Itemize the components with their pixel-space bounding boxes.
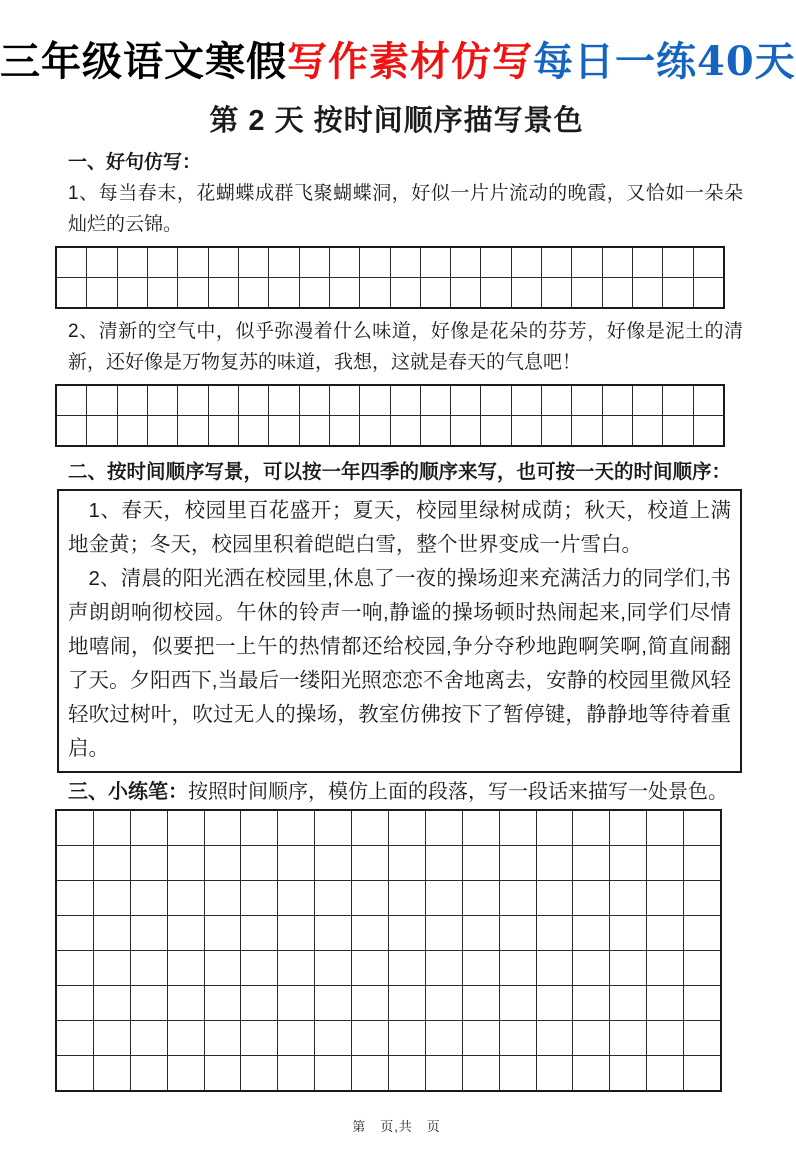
- grid-cell: [684, 1021, 720, 1055]
- grid-cell: [389, 951, 425, 985]
- grid-cell: [205, 846, 241, 880]
- grid-cell: [148, 386, 177, 415]
- grid-cell: [131, 1056, 167, 1090]
- grid-cell: [131, 881, 167, 915]
- grid-cell: [315, 916, 351, 950]
- grid-cell: [537, 1021, 573, 1055]
- grid-cell: [537, 986, 573, 1020]
- grid-cell: [278, 951, 314, 985]
- grid-cell: [573, 1021, 609, 1055]
- grid-cell: [239, 278, 268, 307]
- grid-cell: [389, 846, 425, 880]
- grid-cell: [572, 386, 601, 415]
- writing-grid-essay: [55, 809, 722, 1092]
- grid-cell: [500, 881, 536, 915]
- grid-cell: [57, 881, 93, 915]
- grid-cell: [315, 846, 351, 880]
- grid-cell: [57, 846, 93, 880]
- grid-cell: [463, 916, 499, 950]
- grid-cell: [512, 416, 541, 445]
- grid-cell: [118, 386, 147, 415]
- grid-cell: [178, 248, 207, 277]
- section1-sentence-1: 1、每当春末，花蝴蝶成群飞聚蝴蝶洞，好似一片片流动的晚霞，又恰如一朵朵灿烂的云锦。: [68, 183, 743, 235]
- grid-cell: [148, 278, 177, 307]
- grid-cell: [572, 278, 601, 307]
- grid-cell: [300, 416, 329, 445]
- grid-cell: [87, 248, 116, 277]
- grid-cell: [330, 248, 359, 277]
- grid-cell: [118, 248, 147, 277]
- grid-cell: [315, 951, 351, 985]
- grid-cell: [57, 1021, 93, 1055]
- grid-cell: [421, 416, 450, 445]
- grid-cell: [426, 811, 462, 845]
- grid-cell: [352, 1056, 388, 1090]
- grid-cell: [168, 1021, 204, 1055]
- grid-cell: [610, 916, 646, 950]
- grid-cell: [537, 916, 573, 950]
- grid-cell: [463, 1021, 499, 1055]
- grid-cell: [463, 811, 499, 845]
- grid-cell: [684, 951, 720, 985]
- grid-cell: [573, 1056, 609, 1090]
- grid-cell: [537, 881, 573, 915]
- grid-cell: [647, 951, 683, 985]
- grid-cell: [389, 1056, 425, 1090]
- grid-cell: [205, 1056, 241, 1090]
- grid-cell: [610, 811, 646, 845]
- grid-cell: [205, 811, 241, 845]
- grid-cell: [241, 986, 277, 1020]
- grid-cell: [694, 278, 723, 307]
- grid-cell: [241, 881, 277, 915]
- grid-cell: [131, 986, 167, 1020]
- grid-cell: [512, 248, 541, 277]
- grid-cell: [168, 916, 204, 950]
- grid-cell: [647, 811, 683, 845]
- grid-cell: [178, 416, 207, 445]
- grid-cell: [537, 1056, 573, 1090]
- grid-cell: [389, 986, 425, 1020]
- grid-cell: [57, 1056, 93, 1090]
- grid-cell: [663, 416, 692, 445]
- grid-cell: [205, 986, 241, 1020]
- grid-cell: [57, 416, 86, 445]
- grid-cell: [57, 278, 86, 307]
- grid-cell: [300, 248, 329, 277]
- grid-cell: [391, 278, 420, 307]
- grid-cell: [647, 1021, 683, 1055]
- grid-cell: [131, 846, 167, 880]
- grid-cell: [178, 386, 207, 415]
- grid-cell: [352, 916, 388, 950]
- grid-cell: [537, 811, 573, 845]
- grid-cell: [573, 986, 609, 1020]
- grid-cell: [572, 416, 601, 445]
- grid-cell: [463, 846, 499, 880]
- grid-cell: [87, 278, 116, 307]
- grid-cell: [610, 846, 646, 880]
- grid-cell: [94, 916, 130, 950]
- grid-cell: [209, 248, 238, 277]
- grid-cell: [87, 416, 116, 445]
- grid-cell: [426, 1056, 462, 1090]
- grid-cell: [168, 986, 204, 1020]
- grid-cell: [426, 1021, 462, 1055]
- grid-cell: [537, 951, 573, 985]
- grid-cell: [315, 1056, 351, 1090]
- grid-cell: [205, 916, 241, 950]
- grid-cell: [352, 986, 388, 1020]
- grid-cell: [278, 1056, 314, 1090]
- grid-cell: [684, 1056, 720, 1090]
- grid-cell: [573, 846, 609, 880]
- section1-sentence-2: 2、清新的空气中，似乎弥漫着什么味道，好像是花朵的芬芳，好像是泥土的清新，还好像是万物复苏的味道，我想，这就是春天的气息吧！: [68, 321, 743, 373]
- grid-cell: [278, 986, 314, 1020]
- grid-cell: [118, 416, 147, 445]
- grid-cell: [87, 386, 116, 415]
- grid-cell: [463, 881, 499, 915]
- grid-cell: [269, 386, 298, 415]
- grid-cell: [542, 386, 571, 415]
- grid-cell: [647, 986, 683, 1020]
- grid-cell: [421, 386, 450, 415]
- grid-cell: [684, 986, 720, 1020]
- grid-cell: [633, 386, 662, 415]
- grid-cell: [300, 386, 329, 415]
- grid-cell: [352, 881, 388, 915]
- grid-cell: [603, 278, 632, 307]
- grid-cell: [391, 416, 420, 445]
- grid-cell: [300, 278, 329, 307]
- example-paragraph-box: [57, 489, 742, 773]
- example-paragraph-1: 1、春天，校园里百花盛开；夏天，校园里绿树成荫；秋天，校道上满地金黄；冬天，校园里积着皑皑白雪，整个世界变成一片雪白。: [68, 499, 731, 556]
- grid-cell: [426, 846, 462, 880]
- grid-cell: [168, 881, 204, 915]
- grid-cell: [389, 881, 425, 915]
- grid-cell: [426, 951, 462, 985]
- grid-cell: [389, 811, 425, 845]
- grid-cell: [500, 846, 536, 880]
- grid-cell: [389, 916, 425, 950]
- grid-cell: [168, 1056, 204, 1090]
- grid-cell: [694, 248, 723, 277]
- grid-cell: [421, 248, 450, 277]
- grid-cell: [148, 248, 177, 277]
- grid-cell: [239, 248, 268, 277]
- grid-cell: [389, 1021, 425, 1055]
- grid-cell: [610, 1056, 646, 1090]
- grid-cell: [131, 811, 167, 845]
- grid-cell: [94, 1056, 130, 1090]
- grid-cell: [603, 386, 632, 415]
- grid-cell: [269, 248, 298, 277]
- grid-cell: [391, 386, 420, 415]
- grid-cell: [633, 278, 662, 307]
- grid-cell: [360, 386, 389, 415]
- grid-cell: [610, 986, 646, 1020]
- grid-cell: [537, 846, 573, 880]
- grid-cell: [330, 278, 359, 307]
- grid-cell: [241, 1056, 277, 1090]
- grid-cell: [57, 386, 86, 415]
- grid-cell: [573, 916, 609, 950]
- title-part-grade: 三年级语文寒假: [0, 38, 287, 85]
- grid-cell: [278, 1021, 314, 1055]
- grid-cell: [330, 386, 359, 415]
- grid-cell: [500, 811, 536, 845]
- grid-cell: [315, 986, 351, 1020]
- grid-cell: [57, 916, 93, 950]
- grid-cell: [168, 951, 204, 985]
- grid-cell: [647, 846, 683, 880]
- grid-cell: [573, 951, 609, 985]
- section1-heading: 一、好句仿写：: [68, 152, 202, 173]
- grid-cell: [542, 278, 571, 307]
- day-title: 第 2 天 按时间顺序描写景色: [209, 105, 584, 137]
- grid-cell: [352, 951, 388, 985]
- grid-cell: [603, 416, 632, 445]
- grid-cell: [512, 278, 541, 307]
- grid-cell: [205, 1021, 241, 1055]
- grid-cell: [269, 416, 298, 445]
- grid-cell: [610, 951, 646, 985]
- grid-cell: [500, 1056, 536, 1090]
- grid-cell: [633, 248, 662, 277]
- grid-cell: [647, 881, 683, 915]
- grid-cell: [241, 1021, 277, 1055]
- grid-cell: [209, 278, 238, 307]
- grid-cell: [426, 881, 462, 915]
- grid-cell: [684, 811, 720, 845]
- grid-cell: [178, 278, 207, 307]
- grid-cell: [131, 916, 167, 950]
- worksheet-main-title: [0, 36, 796, 88]
- grid-cell: [209, 416, 238, 445]
- section3-heading-instruction: 按照时间顺序，模仿上面的段落，写一段话来描写一处景色。: [188, 781, 728, 803]
- grid-cell: [360, 278, 389, 307]
- grid-cell: [481, 248, 510, 277]
- grid-cell: [512, 386, 541, 415]
- grid-cell: [94, 951, 130, 985]
- grid-cell: [131, 1021, 167, 1055]
- grid-cell: [131, 951, 167, 985]
- grid-cell: [481, 416, 510, 445]
- grid-cell: [269, 278, 298, 307]
- section3-heading: [68, 778, 753, 806]
- grid-cell: [118, 278, 147, 307]
- grid-cell: [239, 386, 268, 415]
- grid-cell: [500, 951, 536, 985]
- grid-cell: [451, 278, 480, 307]
- grid-cell: [241, 846, 277, 880]
- grid-cell: [57, 951, 93, 985]
- grid-cell: [572, 248, 601, 277]
- grid-cell: [168, 811, 204, 845]
- grid-cell: [241, 951, 277, 985]
- grid-cell: [542, 416, 571, 445]
- section2-heading: 二、按时间顺序写景，可以按一年四季的顺序来写，也可按一天的时间顺序：: [68, 461, 732, 483]
- grid-cell: [94, 811, 130, 845]
- writing-grid-practice-2: [55, 384, 725, 447]
- grid-cell: [360, 248, 389, 277]
- grid-cell: [684, 916, 720, 950]
- grid-cell: [573, 881, 609, 915]
- grid-cell: [94, 986, 130, 1020]
- grid-cell: [94, 881, 130, 915]
- grid-cell: [94, 1021, 130, 1055]
- grid-cell: [426, 916, 462, 950]
- grid-cell: [463, 1056, 499, 1090]
- grid-cell: [663, 386, 692, 415]
- grid-cell: [241, 811, 277, 845]
- grid-cell: [278, 881, 314, 915]
- grid-cell: [684, 881, 720, 915]
- grid-cell: [57, 248, 86, 277]
- grid-cell: [647, 1056, 683, 1090]
- grid-cell: [451, 386, 480, 415]
- writing-grid-practice-1: [55, 246, 725, 309]
- grid-cell: [315, 811, 351, 845]
- grid-cell: [694, 416, 723, 445]
- grid-cell: [451, 416, 480, 445]
- title-part-daily: 每日一练40天: [533, 38, 796, 85]
- grid-cell: [573, 811, 609, 845]
- grid-cell: [451, 248, 480, 277]
- grid-cell: [663, 248, 692, 277]
- grid-cell: [360, 416, 389, 445]
- grid-cell: [205, 951, 241, 985]
- grid-cell: [481, 278, 510, 307]
- grid-cell: [148, 416, 177, 445]
- grid-cell: [500, 916, 536, 950]
- grid-cell: [94, 846, 130, 880]
- grid-cell: [426, 986, 462, 1020]
- grid-cell: [352, 1021, 388, 1055]
- grid-cell: [352, 811, 388, 845]
- grid-cell: [421, 278, 450, 307]
- example-paragraph-2: 2、清晨的阳光洒在校园里,休息了一夜的操场迎来充满活力的同学们,书声朗朗响彻校园。午休的铃声一响,静谧的操场顿时热闹起来,同学们尽情地嘻闹，似要把一上午的热情都还给校园,争分夺秒地跑啊笑啊,简直闹翻了天。夕阳西下,当最后一缕阳光照恋恋不舍地离去，安静的校园里微风轻轻吹过树叶，吹过无人的操场，教室仿佛按下了暂停键，静静地等待着重启。: [68, 567, 731, 760]
- grid-cell: [603, 248, 632, 277]
- grid-cell: [278, 846, 314, 880]
- grid-cell: [278, 916, 314, 950]
- grid-cell: [352, 846, 388, 880]
- grid-cell: [481, 386, 510, 415]
- grid-cell: [542, 248, 571, 277]
- grid-cell: [500, 986, 536, 1020]
- grid-cell: [463, 986, 499, 1020]
- grid-cell: [315, 881, 351, 915]
- grid-cell: [57, 811, 93, 845]
- grid-cell: [57, 986, 93, 1020]
- grid-cell: [633, 416, 662, 445]
- grid-cell: [663, 278, 692, 307]
- grid-cell: [391, 248, 420, 277]
- grid-cell: [278, 811, 314, 845]
- grid-cell: [647, 916, 683, 950]
- grid-cell: [694, 386, 723, 415]
- grid-cell: [209, 386, 238, 415]
- grid-cell: [610, 881, 646, 915]
- grid-cell: [168, 846, 204, 880]
- grid-cell: [610, 1021, 646, 1055]
- worksheet-page: [0, 36, 796, 1158]
- section3-heading-label: 三、小练笔：: [68, 781, 188, 803]
- grid-cell: [684, 846, 720, 880]
- grid-cell: [463, 951, 499, 985]
- grid-cell: [500, 1021, 536, 1055]
- grid-cell: [330, 416, 359, 445]
- grid-cell: [241, 916, 277, 950]
- grid-cell: [315, 1021, 351, 1055]
- grid-cell: [239, 416, 268, 445]
- title-part-material: 写作素材仿写: [287, 38, 533, 85]
- page-number-footer: 第 页,共 页: [352, 1119, 441, 1134]
- grid-cell: [205, 881, 241, 915]
